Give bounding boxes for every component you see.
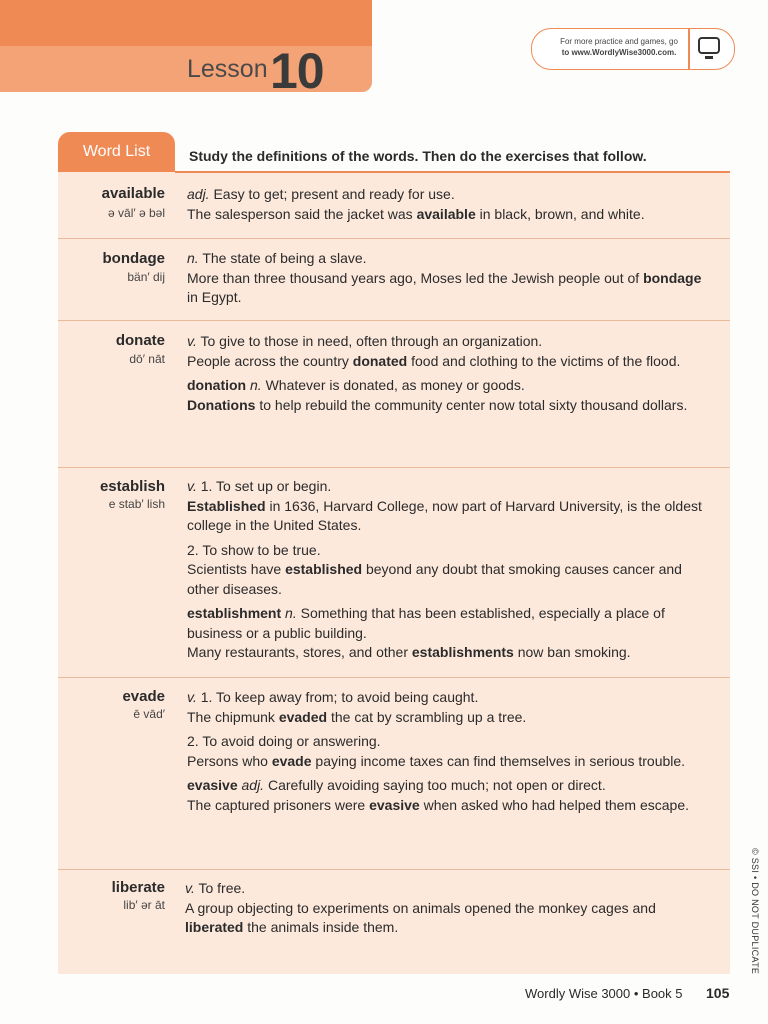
headword: liberate xyxy=(111,879,165,896)
derived-definition: donation n. Whatever is donated, as money or goods. xyxy=(187,377,525,393)
headword: donate xyxy=(115,332,165,349)
pronunciation: lib′ ər āt xyxy=(123,898,165,912)
word-list-tab-label: Word List xyxy=(82,143,151,160)
copyright-text: © SSI • DO NOT DUPLICATE xyxy=(750,848,760,975)
book-title-footer: Wordly Wise 3000 • Book 5 xyxy=(525,986,683,1001)
entry-body xyxy=(187,477,707,663)
computer-monitor-icon xyxy=(698,37,720,54)
definition: n. The state of being a slave. xyxy=(187,250,367,266)
entry-establish xyxy=(58,467,730,678)
word-list-tab xyxy=(58,132,175,172)
practice-line-1: For more practice and games, go xyxy=(560,37,678,46)
lesson-number: 10 xyxy=(270,43,324,99)
practice-text xyxy=(544,36,694,58)
entry-body xyxy=(187,185,707,224)
definition-2: 2. To show to be true. xyxy=(187,541,321,558)
derived-example: The captured prisoners were evasive when asked who had helped them escape. xyxy=(187,796,689,813)
pronunciation: ə vāl′ ə bəl xyxy=(108,206,165,220)
entry-available xyxy=(58,172,730,238)
headword: evade xyxy=(122,688,165,705)
pronunciation: dō′ nāt xyxy=(129,352,165,366)
derived-definition: evasive adj. Carefully avoiding saying too much; not open or direct. xyxy=(187,777,606,793)
example-2: Persons who evade paying income taxes can find themselves in serious trouble. xyxy=(187,752,686,769)
practice-callout xyxy=(531,28,735,70)
lesson-label: Lesson xyxy=(187,55,268,83)
example: More than three thousand years ago, Moses led the Jewish people out of bondage in Egypt. xyxy=(187,269,702,305)
entry-body xyxy=(187,249,707,308)
pronunciation: bän′ dij xyxy=(127,270,165,284)
practice-divider xyxy=(688,29,690,69)
example-1: The chipmunk evaded the cat by scrambling up a tree. xyxy=(187,708,527,725)
example-2: Scientists have established beyond any doubt that smoking causes cancer and other diseases. xyxy=(187,561,682,597)
lesson-header-strip xyxy=(0,0,372,46)
entry-bondage xyxy=(58,238,730,321)
definition: v. To free. xyxy=(185,880,246,896)
derived-example: Many restaurants, stores, and other establishments now ban smoking. xyxy=(187,644,631,660)
example: The salesperson said the jacket was available in black, brown, and white. xyxy=(187,205,645,222)
pronunciation: ē vād′ xyxy=(133,707,165,721)
entry-body xyxy=(187,332,707,415)
definition: v. To give to those in need, often through an organization. xyxy=(187,333,543,349)
definition-1: v. 1. To keep away from; to avoid being caught. xyxy=(187,689,479,705)
headword: establish xyxy=(99,478,165,495)
example-1: Established in 1636, Harvard College, now part of Harvard University, is the oldest college in the United States. xyxy=(187,497,702,533)
entry-body xyxy=(185,879,705,938)
definition-1: v. 1. To set up or begin. xyxy=(187,478,332,494)
headword: available xyxy=(101,185,165,202)
entry-body xyxy=(187,688,707,815)
pronunciation: e stab′ lish xyxy=(108,497,165,511)
entry-liberate xyxy=(58,869,730,975)
headword: bondage xyxy=(102,250,165,267)
derived-definition: establishment n. Something that has been established, especially a place of business or a public building. xyxy=(187,605,665,641)
instructions: Study the definitions of the words. Then do the exercises that follow. xyxy=(189,148,647,164)
example: A group objecting to experiments on animals opened the monkey cages and liberated the animals inside them. xyxy=(185,899,656,935)
page-number: 105 xyxy=(706,985,730,1001)
entry-donate xyxy=(58,320,730,468)
derived-example: Donations to help rebuild the community center now total sixty thousand dollars. xyxy=(187,396,688,413)
example: People across the country donated food and clothing to the victims of the flood. xyxy=(187,352,681,369)
definition-2: 2. To avoid doing or answering. xyxy=(187,733,381,749)
entry-evade xyxy=(58,677,730,870)
copyright-side-note xyxy=(748,848,762,975)
practice-line-2: to www.WordlyWise3000.com. xyxy=(561,48,677,57)
definition: adj. Easy to get; present and ready for use. xyxy=(187,186,455,202)
